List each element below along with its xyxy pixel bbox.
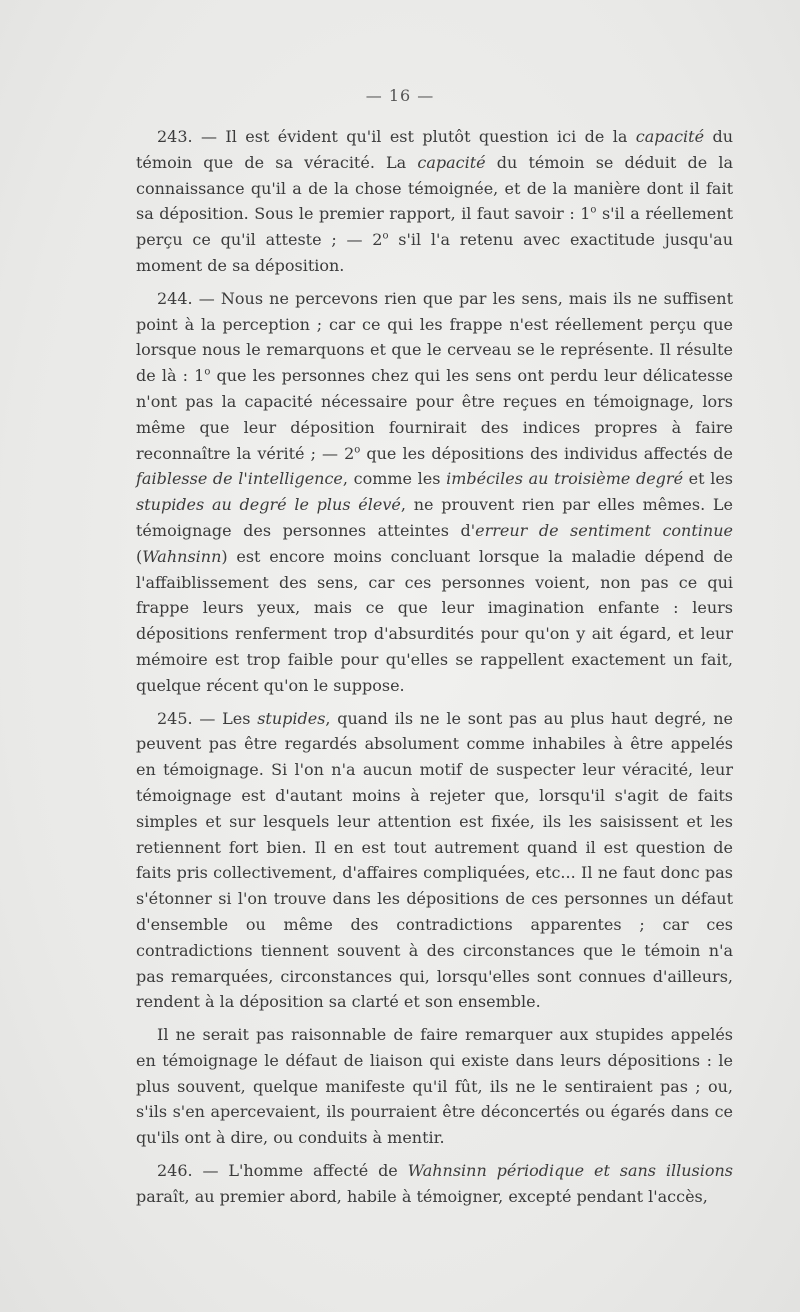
text-run: que les dépositions des individus affectés de xyxy=(360,443,733,463)
italic-term: capacité xyxy=(635,127,705,146)
text-run: 243. — Il est évident qu'il est plutôt question ici de la xyxy=(157,127,636,146)
italic-term: erreur de sentiment continue xyxy=(475,520,733,540)
text-run: que les personnes chez qui les sens ont perdu leur délicatesse n'ont pas la capacité nécessaire pour être reçues en témoignage, lors même que leur déposition fournirait des indices propres à faire reconnaître la vérité ; — 2 xyxy=(136,366,733,463)
ordinal-superscript: o xyxy=(204,366,211,378)
paragraph-p246 xyxy=(136,1158,733,1210)
text-run: du témoin se déduit de la connaissance qu'il a de la chose témoignée, et de la manière dont il fait sa déposition. Sous le premier rapport, il faut savoir : 1 xyxy=(136,152,733,224)
text-run: s'il l'a retenu avec exactitude jusqu'au moment de sa déposition. xyxy=(136,230,734,275)
text-run: , comme les xyxy=(342,469,447,489)
italic-term: imbéciles au troisième degré xyxy=(446,469,684,489)
text-run: ( xyxy=(136,546,143,566)
paragraph-p245b xyxy=(136,1022,733,1151)
paragraph-p244 xyxy=(136,286,733,699)
text-run: s'il a réellement perçu ce qu'il atteste ; — 2 xyxy=(136,204,733,250)
ordinal-superscript: o xyxy=(354,444,361,456)
body-text xyxy=(136,124,733,1217)
italic-term: Wahnsinn périodique et sans illusions xyxy=(407,1161,733,1181)
ordinal-superscript: o xyxy=(382,230,389,242)
text-run: Il ne serait pas raisonnable de faire remarquer aux stupides appelés en témoignage le défaut de liaison qui existe dans leurs dépositions : le plus souvent, quelque manifeste qu'il fût, ils ne le sentiraient pas ; ou, s'ils s'en apercevaient, ils pourraient être déconcertés ou égarés dans ce qu'ils ont à dire, ou conduits à mentir. xyxy=(136,1025,733,1148)
italic-term: Wahnsinn xyxy=(142,546,222,566)
text-run: , ne prouvent rien par elles mêmes. Le témoignage des personnes atteintes d' xyxy=(136,495,734,540)
text-run: paraît, au premier abord, habile à témoigner, excepté pendant l'accès, xyxy=(136,1186,708,1206)
text-run: et les xyxy=(683,469,734,489)
italic-term: capacité xyxy=(417,152,486,172)
italic-term: stupides au degré le plus élevé xyxy=(136,495,401,515)
italic-term: stupides xyxy=(257,708,326,728)
text-run: , quand ils ne le sont pas au plus haut degré, ne peuvent pas être regardés absolument comme inhabiles à être appelés en témoignage. Si l'on n'a aucun motif de suspecter leur véracité, leur témoignage est d'autant moins à rejeter que, lorsqu'il s'agit de faits simples et sur lesquels leur attention est fixée, ils les saisissent et les retiennent fort bien. Il en est tout autrement quand il est question de faits pris collectivement, d'affaires compliquées, etc... Il ne faut donc pas s'étonner si l'on trouve dans les dépositions de ces personnes un défaut d'ensemble ou même des contradictions apparentes ; car ces contradictions tiennent souvent à des circonstances que le témoin n'a pas remarquées, circonstances qui, lorsqu'elles sont connues d'ailleurs, rendent à la déposition sa clarté et son ensemble. xyxy=(136,708,734,1012)
text-run: ) est encore moins concluant lorsque la maladie dépend de l'affaiblissement des sens, car ces personnes voient, non pas ce qui frappe leurs yeux, mais ce que leur imagination enfante : leurs dépositions renferment trop d'absurdités pour qu'on y ait égard, et leur mémoire est trop faible pour qu'elles se rappellent exactement un fait, quelque récent qu'on le suppose. xyxy=(136,546,733,695)
paragraph-p245 xyxy=(136,706,733,1016)
text-run: du témoin que de sa véracité. La xyxy=(136,127,733,172)
text-run: 244. — Nous ne percevons rien que par les sens, mais ils ne suffisent point à la perception ; car ce qui les frappe n'est réellement perçu que lorsque nous le remarquons et que le cerveau se le représente. Il résulte de là : 1 xyxy=(136,288,733,386)
page-number: — 16 — xyxy=(365,86,435,105)
italic-term: faiblesse de l'intelligence xyxy=(136,469,343,489)
ordinal-superscript: o xyxy=(590,205,597,217)
paragraph-p243 xyxy=(136,124,733,279)
text-run: 245. — Les xyxy=(157,708,258,728)
text-run: 246. — L'homme affecté de xyxy=(157,1161,408,1181)
